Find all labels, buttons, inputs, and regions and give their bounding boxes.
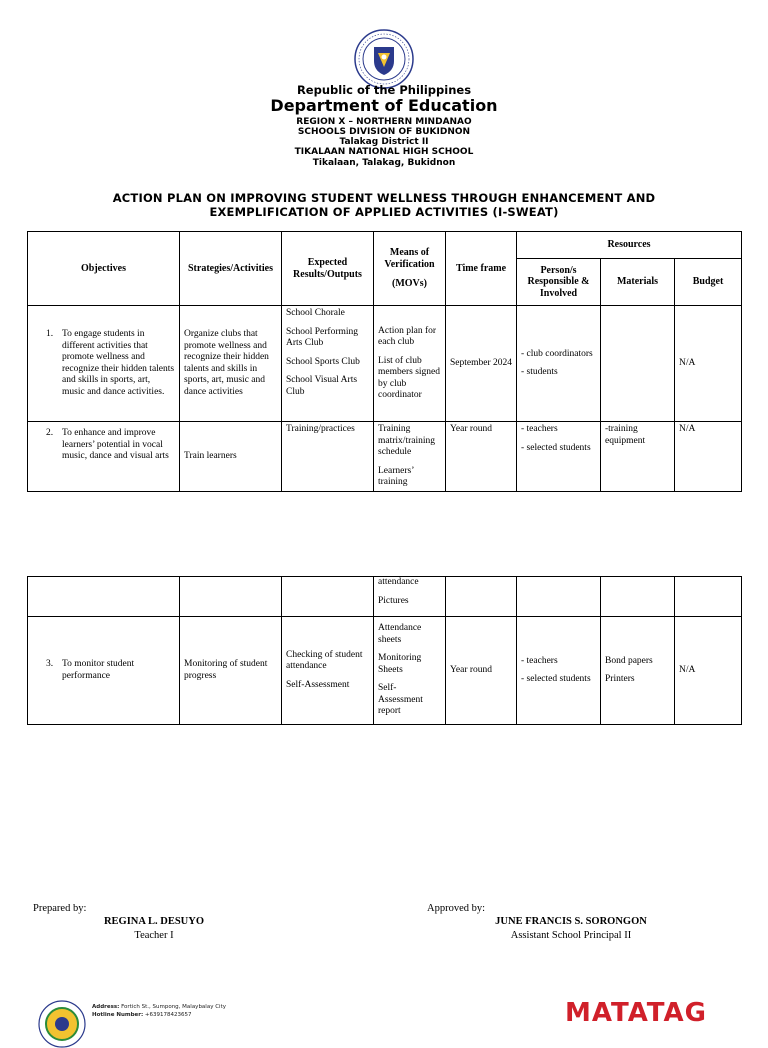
person-item: - teachers xyxy=(521,424,558,434)
action-plan-table xyxy=(27,231,742,492)
header-persons: Person/s Responsible & Involved xyxy=(517,259,601,306)
objective-cell xyxy=(28,306,180,422)
objective-text: To monitor student performance xyxy=(62,659,135,681)
expected-item: Checking of student attendance xyxy=(286,649,363,672)
expected-item: School Visual Arts Club xyxy=(286,375,358,397)
header-resources: Resources xyxy=(517,232,742,259)
location-line: Tikalaan, Talakag, Bukidnon xyxy=(312,158,456,168)
approved-label: Approved by: xyxy=(427,903,486,914)
timeframe-cell: Year round xyxy=(446,617,517,725)
material-item: Printers xyxy=(605,674,635,684)
approved-role: Assistant School Principal II xyxy=(510,930,632,941)
matatag-brand: MATATAG xyxy=(565,998,707,1028)
mov-item: Learners’ training xyxy=(378,465,414,487)
expected-item: Self-Assessment xyxy=(286,679,350,690)
prepared-name: REGINA L. DESUYO xyxy=(103,916,205,927)
table-row xyxy=(28,422,742,492)
region-line: REGION X – NORTHERN MINDANAO xyxy=(296,117,472,127)
movs-cell xyxy=(374,617,446,725)
header-means-line2: (MOVs) xyxy=(392,278,427,290)
prepared-label: Prepared by: xyxy=(33,903,87,914)
action-plan-table-continued xyxy=(27,576,742,725)
deped-seal-logo xyxy=(354,29,414,89)
persons-cell xyxy=(517,617,601,725)
materials-cell xyxy=(601,306,675,422)
movs-cell xyxy=(374,306,446,422)
table-row xyxy=(28,306,742,422)
mov-item: List of club members signed by club coordinator xyxy=(378,355,441,400)
row-number: 1. xyxy=(46,329,54,339)
district-line: Talakag District II xyxy=(339,137,429,147)
mov-item: Monitoring Sheets xyxy=(378,653,422,675)
division-line: SCHOOLS DIVISION OF BUKIDNON xyxy=(297,127,471,137)
strategy-cell: Train learners xyxy=(180,422,282,492)
table-row xyxy=(28,617,742,725)
movs-cell xyxy=(374,422,446,492)
mov-item: Pictures xyxy=(378,595,409,606)
approved-name: JUNE FRANCIS S. SORONGON xyxy=(495,916,647,927)
mov-item: Action plan for each club xyxy=(378,325,437,347)
mov-item: attendance xyxy=(378,577,419,587)
expected-cell xyxy=(282,306,374,422)
header-materials: Materials xyxy=(601,259,675,306)
person-item: - selected students xyxy=(521,442,591,453)
school-line: TIKALAAN NATIONAL HIGH SCHOOL xyxy=(294,147,474,157)
republic-heading: Republic of the Philippines xyxy=(296,83,472,97)
prepared-role: Teacher I xyxy=(134,930,174,941)
material-item: Bond papers xyxy=(605,655,653,666)
strategy-cell: Organize clubs that promote wellness and recognize their hidden talents and skills in sports, art, music and dance activities xyxy=(180,306,282,422)
person-item: - teachers xyxy=(521,655,558,666)
footer-contact xyxy=(92,1003,226,1019)
row-number: 2. xyxy=(46,428,54,438)
strategy-cell: Monitoring of student progress xyxy=(180,617,282,725)
mov-item: Training matrix/training schedule xyxy=(378,424,435,457)
person-item: - club coordinators xyxy=(521,348,593,359)
table-row xyxy=(28,577,742,617)
expected-item: School Sports Club xyxy=(286,356,360,367)
timeframe-cell: Year round xyxy=(446,422,517,492)
header-means xyxy=(374,232,446,306)
objective-cell xyxy=(28,617,180,725)
objective-text: To engage students in different activities that promote wellness and recognize their hidden talents and skills in sports, art, music and dance activities. xyxy=(62,329,175,397)
header-strategies: Strategies/Activities xyxy=(180,232,282,306)
movs-cell xyxy=(374,577,446,617)
header-timeframe: Time frame xyxy=(446,232,517,306)
expected-cell xyxy=(282,617,374,725)
persons-cell xyxy=(517,306,601,422)
materials-cell xyxy=(601,617,675,725)
header-objectives: Objectives xyxy=(28,232,180,306)
document-title: ACTION PLAN ON IMPROVING STUDENT WELLNESS THROUGH ENHANCEMENT AND EXEMPLIFICATION OF APPLIED ACTIVITIES (I-SWEAT) xyxy=(112,191,656,219)
address-label: Address: xyxy=(92,1004,120,1010)
division-seal-logo xyxy=(38,1000,86,1048)
budget-cell: N/A xyxy=(675,617,742,725)
timeframe-cell: September 2024 xyxy=(446,306,517,422)
header-expected: Expected Results/Outputs xyxy=(282,232,374,306)
mov-item: Self-Assessment report xyxy=(378,683,423,717)
person-item: - students xyxy=(521,367,558,377)
department-heading: Department of Education xyxy=(270,96,498,115)
persons-cell xyxy=(517,422,601,492)
header-budget: Budget xyxy=(675,259,742,306)
expected-cell: Training/practices xyxy=(282,422,374,492)
materials-cell: -training equipment xyxy=(601,422,675,492)
expected-item: School Performing Arts Club xyxy=(286,326,359,348)
person-item: - selected students xyxy=(521,674,591,684)
objective-text: To enhance and improve learners’ potential in vocal music, dance and visual arts xyxy=(62,428,169,461)
hotline-label: Hotline Number: xyxy=(92,1012,144,1018)
expected-item: School Chorale xyxy=(286,308,345,318)
budget-cell: N/A xyxy=(675,306,742,422)
address-text: Fortich St., Sumpong, Malaybalay City xyxy=(121,1004,226,1010)
row-number: 3. xyxy=(46,659,54,669)
hotline-text: +639178423657 xyxy=(144,1012,192,1018)
header-means-line1: Means of Verification xyxy=(384,247,435,270)
objective-cell xyxy=(28,422,180,492)
mov-item: Attendance sheets xyxy=(378,623,422,645)
budget-cell: N/A xyxy=(675,422,742,492)
